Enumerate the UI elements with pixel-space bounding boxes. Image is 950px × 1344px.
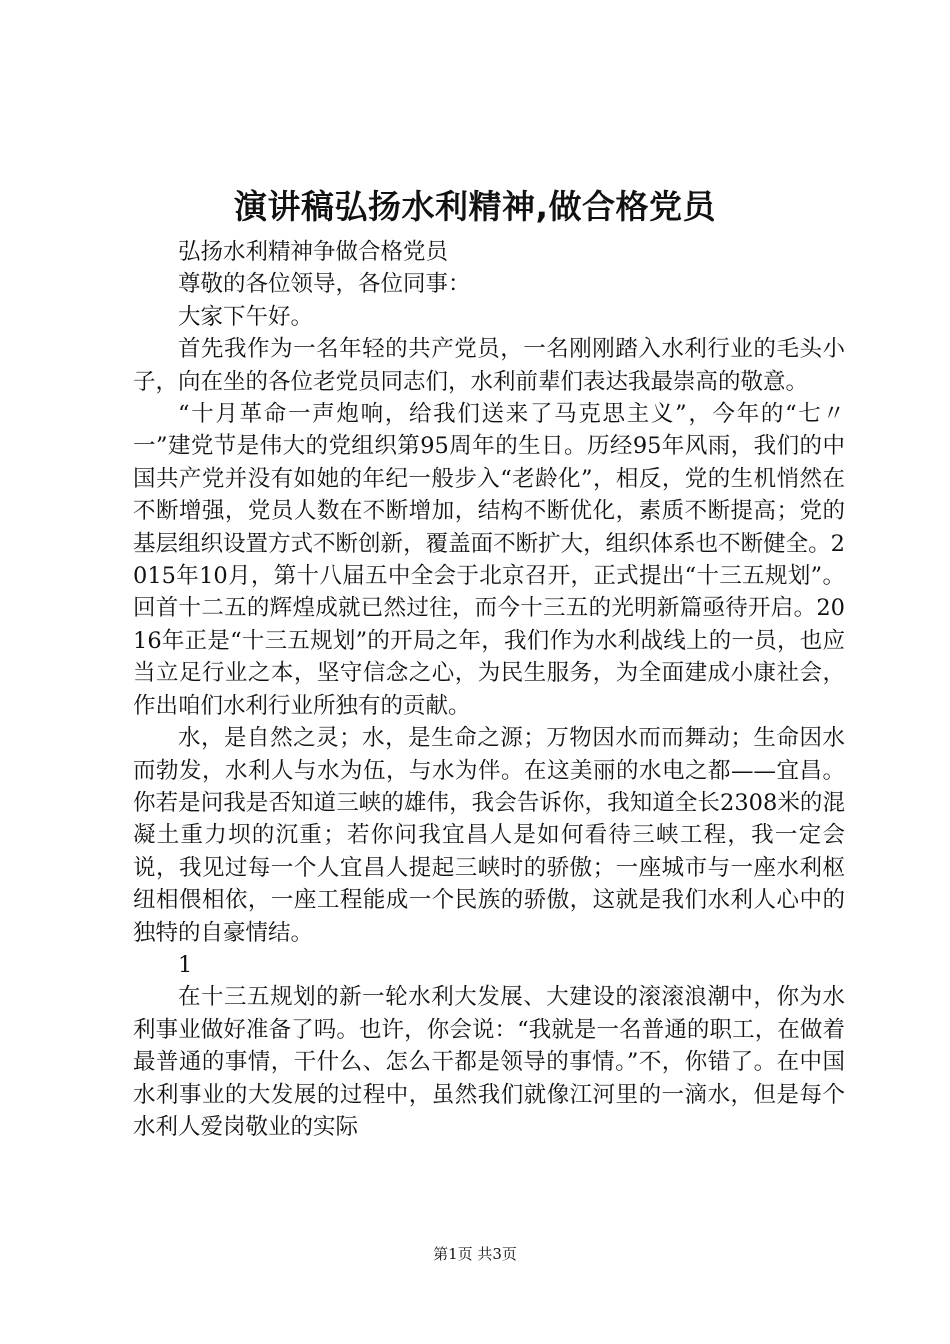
- document-title: 演讲稿弘扬水利精神,做合格党员: [233, 187, 717, 226]
- inline-page-number: 1: [178, 951, 193, 978]
- salutation-paragraph: 尊敬的各位领导，各位同事：: [178, 271, 471, 298]
- body-paragraph: “十月革命一声炮响，给我们送来了马克思主义”，今年的“七〃一”建党节是伟大的党组织第95周年的生日。历经95年风雨，我们的中国共产党并没有如她的年纪一般步入“老龄化”，相反，党的生机悄然在不断增强，党员人数在不断增加，结构不断优化，素质不断提高；党的基层组织设置方式不断创新，覆盖面不断扩大，组织体系也不断健全。2015年10月，第十八届五中全会于北京召开，正式提出“十三五规划”。回首十二五的辉煌成就已然过往，而今十三五的光明新篇亟待开启。2016年正是“十三五规划”的开局之年，我们作为水利战线上的一员，也应当立足行业之本，坚守信念之心，为民生服务，为全面建成小康社会，作出咱们水利行业所独有的贡献。: [133, 401, 845, 719]
- body-paragraph: 首先我作为一名年轻的共产党员，一名刚刚踏入水利行业的毛头小子，向在坐的各位老党员同志们，水利前辈们表达我最崇高的敬意。: [133, 336, 845, 395]
- page-footer: 第1页 共3页: [433, 1245, 517, 1263]
- body-paragraph: 水，是自然之灵；水，是生命之源；万物因水而而舞动；生命因水而勃发，水利人与水为伍，与水为伴。在这美丽的水电之都——宜昌。你若是问我是否知道三峡的雄伟，我会告诉你，我知道全长2308米的混凝土重力坝的沉重；若你问我宜昌人是如何看待三峡工程，我一定会说，我见过每一个人宜昌人提起三峡时的骄傲；一座城市与一座水利枢纽相偎相依，一座工程能成一个民族的骄傲，这就是我们水利人心中的独特的自豪情结。: [133, 725, 845, 946]
- document-body: [133, 236, 845, 1143]
- body-paragraph: 在十三五规划的新一轮水利大发展、大建设的滚滚浪潮中，你为水利事业做好准备了吗。也许，你会说：“我就是一名普通的职工，在做着最普通的事情，干什么、怎么干都是领导的事情。”不，你错了。在中国水利事业的大发展的过程中，虽然我们就像江河里的一滴水，但是每个水利人爱岗敬业的实际: [133, 984, 845, 1140]
- greeting-paragraph: 大家下午好。: [178, 303, 314, 330]
- subtitle-paragraph: 弘扬水利精神争做合格党员: [178, 239, 449, 265]
